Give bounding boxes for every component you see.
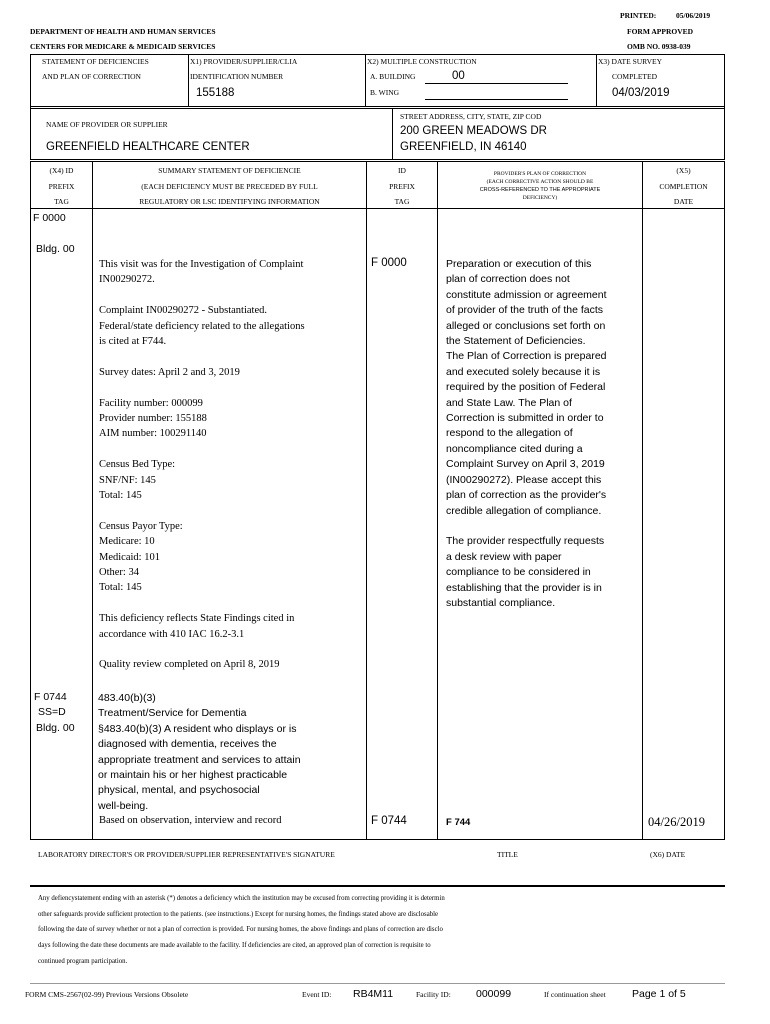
building-value: 00 — [452, 70, 465, 82]
provider-id-label-1: X1) PROVIDER/SUPPLIER/CLIA — [190, 57, 298, 66]
plan-para-2: The provider respectfully requests a desk review with paper compliance to be considered in establishing that the provider is in substantial compliance. — [446, 535, 605, 609]
facility-id-label: Facility ID: — [416, 990, 451, 999]
id-tag-f0000: F 0000 — [371, 257, 407, 269]
date-survey-label-2: COMPLETED — [612, 72, 657, 81]
address-line-2: GREENFIELD, IN 46140 — [400, 141, 527, 153]
event-id-label: Event ID: — [302, 990, 332, 999]
provider-name-value: GREENFIELD HEALTHCARE CENTER — [46, 141, 250, 153]
disclaimer-line-5: continued program participation. — [38, 958, 128, 965]
col-x5-label-3: DATE — [673, 197, 694, 206]
disclaimer-line-3: following the date of survey whether or not a plan of correction is provided. For nursing homes, the above findings and plans of correction are disclo — [38, 926, 443, 933]
col-id-label-3: TAG — [394, 197, 410, 206]
col-plan-label-3: CROSS-REFERENCED TO THE APPROPRIATE — [479, 187, 601, 193]
f744-regulation-text: 483.40(b)(3) Treatment/Service for Dementia §483.40(b)(3) A resident who displays or is diagnosed with dementia, receives the appropriate treatment and services to attain or maintain his or her highest practicable physical, mental, and psychosocial well-being. — [98, 692, 301, 812]
col-summary-label-1: SUMMARY STATEMENT OF DEFICIENCIE — [158, 166, 301, 175]
tag-f0744: F 0744 — [34, 691, 67, 703]
col-id-label-1: ID — [398, 166, 406, 175]
summary-para-3: Survey dates: April 2 and 3, 2019 — [99, 366, 240, 378]
summary-para-8: Quality review completed on April 8, 2019 — [99, 659, 280, 671]
bldg-1: Bldg. 00 — [36, 243, 75, 255]
disclaimer-line-4: days following the date these documents are made available to the facility. If deficiencies are cited, an approved plan of correction is requisite to — [38, 942, 431, 949]
completion-date: 04/26/2019 — [648, 815, 705, 829]
tag-f0000: F 0000 — [33, 212, 66, 224]
col-id-label-2: PREFIX — [389, 182, 415, 191]
date-survey-value: 04/03/2019 — [612, 87, 670, 99]
col-x4-label-2: PREFIX — [48, 182, 75, 191]
building-label: A. BUILDING — [370, 72, 416, 81]
address-label: STREET ADDRESS, CITY, STATE, ZIP COD — [400, 112, 542, 121]
col-summary-label-3: REGULATORY OR LSC IDENTIFYING INFORMATION — [139, 197, 320, 206]
summary-para-2: Complaint IN00290272 - Substantiated. Federal/state deficiency related to the allegations is cited at F744. — [99, 305, 305, 348]
id-tag-f0744: F 0744 — [371, 815, 407, 827]
summary-para-5: Census Bed Type: SNF/NF: 145 Total: 145 — [99, 459, 176, 502]
col-plan-label-1: PROVIDER'S PLAN OF CORRECTION — [493, 171, 587, 177]
statement-label-1: STATEMENT OF DEFICIENCIES — [42, 57, 149, 66]
summary-statement — [99, 257, 364, 688]
x6-date-label: (X6) DATE — [650, 850, 686, 859]
summary-para-6: Census Payor Type: Medicare: 10 Medicaid: 101 Other: 34 Total: 145 — [99, 520, 183, 594]
summary-last-line: Based on observation, interview and record — [99, 815, 282, 826]
provider-id-label-2: IDENTIFICATION NUMBER — [190, 72, 284, 81]
disclaimer-line-2: other safeguards provide sufficient protection to the patients. (see instructions.) Except for nursing homes, the findings stated above are disclosable — [38, 911, 439, 918]
form-number: FORM CMS-2567(02-99) Previous Versions Obsolete — [25, 990, 189, 999]
multiple-construction-label: X2) MULTIPLE CONSTRUCTION — [367, 57, 477, 66]
facility-id-value: 000099 — [476, 988, 512, 1000]
col-plan-label-2: (EACH CORRECTIVE ACTION SHOULD BE — [486, 179, 594, 185]
title-label: TITLE — [497, 850, 518, 859]
col-summary-label-2: (EACH DEFICIENCY MUST BE PRECEDED BY FULL — [141, 182, 318, 191]
omb-number: OMB NO. 0938-039 — [627, 42, 691, 51]
director-signature-label: LABORATORY DIRECTOR'S OR PROVIDER/SUPPLIER REPRESENTATIVE'S SIGNATURE — [38, 850, 335, 859]
plan-tag-f744: F 744 — [446, 817, 471, 828]
centers-name: CENTERS FOR MEDICARE & MEDICAID SERVICES — [30, 42, 216, 51]
col-x4-label-1: (X4) ID — [49, 166, 74, 175]
department-name: DEPARTMENT OF HEALTH AND HUMAN SERVICES — [30, 27, 216, 36]
printed-label: PRINTED: — [620, 11, 657, 20]
bldg-2: Bldg. 00 — [36, 722, 75, 734]
plan-of-correction — [446, 257, 642, 627]
form-approved: FORM APPROVED — [627, 27, 694, 36]
scope-severity: SS=D — [38, 706, 66, 718]
address-line-1: 200 GREEN MEADOWS DR — [400, 125, 547, 137]
continuation-label: If continuation sheet — [544, 990, 606, 999]
wing-label: B. WING — [370, 88, 400, 97]
printed-date: 05/06/2019 — [676, 11, 711, 20]
col-x5-label-1: (X5) — [676, 166, 691, 175]
disclaimer-line-1: Any defiencystatement ending with an asterisk (*) denotes a deficiency which the institution may be excused from correcting providing it is determin — [38, 895, 445, 902]
col-plan-label-4: DEFICIENCY) — [522, 195, 558, 201]
statement-label-2: AND PLAN OF CORRECTION — [42, 72, 141, 81]
plan-para-1: Preparation or execution of this plan of correction does not constitute admission or agreement of provider of the truth of the facts alleged or conclusions set forth on the Statement of Deficiencies. The Plan of Correction is prepared and executed solely because it is required by the position of Federal and State Law. The Plan of Correction is submitted in order to respond to the allegation of noncompliance cited during a Complaint Survey on April 3, 2019 (IN00290272). Please accept this plan of correction as the provider's credible allegation of compliance. — [446, 258, 607, 517]
summary-para-1: This visit was for the Investigation of Complaint IN00290272. — [99, 259, 304, 286]
event-id-value: RB4M11 — [353, 988, 394, 1000]
date-survey-label-1: X3) DATE SURVEY — [598, 57, 662, 66]
col-x4-label-3: TAG — [54, 197, 69, 206]
summary-para-7: This deficiency reflects State Findings cited in accordance with 410 IAC 16.2-3.1 — [99, 613, 295, 640]
page-number: Page 1 of 5 — [632, 988, 686, 1000]
col-x5-label-2: COMPLETION — [659, 182, 708, 191]
provider-id-value: 155188 — [196, 87, 235, 99]
summary-para-4: Facility number: 000099 Provider number: 155188 AIM number: 100291140 — [99, 397, 207, 440]
provider-name-label: NAME OF PROVIDER OR SUPPLIER — [46, 120, 168, 129]
